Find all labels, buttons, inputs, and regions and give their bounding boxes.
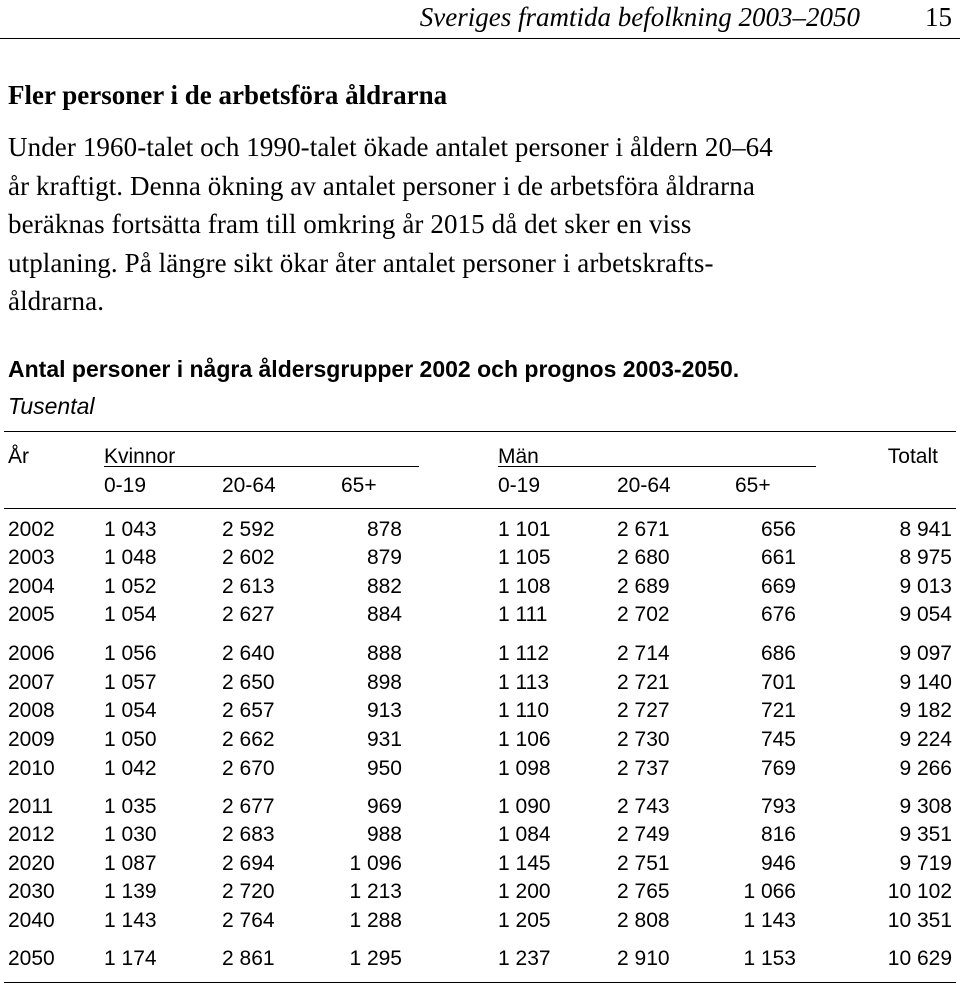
running-header <box>0 0 960 40</box>
total-cell: 9 308 <box>899 795 952 818</box>
total-cell: 9 224 <box>899 728 952 751</box>
women-age-65-header: 65+ <box>341 474 377 497</box>
total-cell: 9 097 <box>899 642 952 665</box>
table-row <box>0 603 960 629</box>
men-0-19-cell: 1 111 <box>498 603 548 626</box>
women-65-cell: 950 <box>366 757 402 780</box>
body-paragraph <box>8 128 953 321</box>
women-0-19-cell: 1 030 <box>104 823 157 846</box>
women-65-cell: 969 <box>366 795 402 818</box>
total-cell: 9 351 <box>899 823 952 846</box>
men-20-64-cell: 2 721 <box>617 671 670 694</box>
men-65-cell: 686 <box>760 642 796 665</box>
table-row <box>0 852 960 878</box>
women-20-64-cell: 2 720 <box>222 880 275 903</box>
men-20-64-cell: 2 910 <box>617 947 670 970</box>
year-cell: 2002 <box>8 518 55 541</box>
year-cell: 2007 <box>8 671 55 694</box>
women-20-64-cell: 2 592 <box>222 518 275 541</box>
total-cell: 9 140 <box>899 671 952 694</box>
men-0-19-cell: 1 145 <box>498 852 551 875</box>
women-65-cell: 988 <box>366 823 402 846</box>
total-cell: 9 719 <box>899 852 952 875</box>
women-0-19-cell: 1 054 <box>104 603 157 626</box>
men-0-19-cell: 1 101 <box>498 518 551 541</box>
table-row <box>0 728 960 754</box>
men-65-cell: 769 <box>760 757 796 780</box>
section-heading: Fler personer i de arbetsföra åldrarna <box>8 80 448 110</box>
women-0-19-cell: 1 057 <box>104 671 157 694</box>
women-0-19-cell: 1 042 <box>104 757 157 780</box>
total-column-header: Totalt <box>887 445 938 468</box>
total-cell: 9 182 <box>899 699 952 722</box>
women-20-64-cell: 2 683 <box>222 823 275 846</box>
year-cell: 2005 <box>8 603 55 626</box>
women-0-19-cell: 1 174 <box>104 947 157 970</box>
men-65-cell: 676 <box>760 603 796 626</box>
table-top-rule <box>4 431 956 432</box>
men-20-64-cell: 2 671 <box>617 518 670 541</box>
header-title: Sveriges framtida befolkning 2003–2050 <box>419 2 860 32</box>
women-0-19-cell: 1 052 <box>104 575 157 598</box>
women-0-19-cell: 1 087 <box>104 852 157 875</box>
table-row <box>0 823 960 849</box>
women-65-cell: 878 <box>366 518 402 541</box>
table-bottom-rule <box>4 982 956 983</box>
total-cell: 8 975 <box>899 546 952 569</box>
men-0-19-cell: 1 200 <box>498 880 551 903</box>
men-20-64-cell: 2 743 <box>617 795 670 818</box>
women-20-64-cell: 2 657 <box>222 699 275 722</box>
year-cell: 2040 <box>8 909 55 932</box>
year-cell: 2030 <box>8 880 55 903</box>
women-0-19-cell: 1 054 <box>104 699 157 722</box>
men-0-19-cell: 1 084 <box>498 823 551 846</box>
year-cell: 2003 <box>8 546 55 569</box>
women-65-cell: 898 <box>366 671 402 694</box>
women-20-64-cell: 2 627 <box>222 603 275 626</box>
total-cell: 10 102 <box>887 880 952 903</box>
men-20-64-cell: 2 749 <box>617 823 670 846</box>
men-0-19-cell: 1 112 <box>498 642 549 665</box>
men-65-cell: 701 <box>760 671 796 694</box>
table-row <box>0 575 960 601</box>
men-0-19-cell: 1 106 <box>498 728 551 751</box>
women-20-64-cell: 2 677 <box>222 795 275 818</box>
women-65-cell: 879 <box>366 546 402 569</box>
men-20-64-cell: 2 737 <box>617 757 670 780</box>
women-age-20-64-header: 20-64 <box>222 474 276 497</box>
paragraph-line: åldrarna. <box>8 286 105 316</box>
men-0-19-cell: 1 110 <box>498 699 549 722</box>
year-cell: 2010 <box>8 757 55 780</box>
men-65-cell: 745 <box>760 728 796 751</box>
women-65-cell: 1 096 <box>349 852 402 875</box>
table-header-rule <box>4 508 956 509</box>
men-0-19-cell: 1 098 <box>498 757 551 780</box>
women-65-cell: 1 295 <box>349 947 402 970</box>
men-65-cell: 946 <box>760 852 796 875</box>
women-0-19-cell: 1 050 <box>104 728 157 751</box>
total-cell: 10 629 <box>887 947 952 970</box>
total-cell: 9 013 <box>899 575 952 598</box>
women-0-19-cell: 1 035 <box>104 795 157 818</box>
men-65-cell: 669 <box>760 575 796 598</box>
paragraph-line: utplaning. På längre sikt ökar åter antalet personer i arbetskrafts- <box>8 247 714 278</box>
table-row <box>0 671 960 697</box>
table-row <box>0 909 960 935</box>
women-0-19-cell: 1 048 <box>104 546 157 569</box>
paragraph-line: Under 1960-talet och 1990-talet ökade antalet personer i åldern 20–64 <box>8 132 773 162</box>
women-group-header: Kvinnor <box>104 445 176 468</box>
women-20-64-cell: 2 662 <box>222 728 275 751</box>
women-20-64-cell: 2 650 <box>222 671 275 694</box>
women-0-19-cell: 1 139 <box>104 880 157 903</box>
women-0-19-cell: 1 143 <box>104 909 157 932</box>
year-cell: 2020 <box>8 852 55 875</box>
total-cell: 9 266 <box>899 757 952 780</box>
men-65-cell: 1 143 <box>743 909 796 932</box>
table-row <box>0 795 960 821</box>
women-65-cell: 884 <box>366 603 402 626</box>
men-20-64-cell: 2 727 <box>617 699 670 722</box>
year-cell: 2009 <box>8 728 55 751</box>
men-0-19-cell: 1 205 <box>498 909 551 932</box>
table-row <box>0 699 960 725</box>
year-column-header: År <box>8 445 29 468</box>
women-20-64-cell: 2 613 <box>222 575 275 598</box>
women-65-cell: 882 <box>366 575 402 598</box>
women-65-cell: 1 213 <box>349 880 402 903</box>
men-65-cell: 793 <box>760 795 796 818</box>
table-row <box>0 546 960 572</box>
men-20-64-cell: 2 680 <box>617 546 670 569</box>
men-0-19-cell: 1 105 <box>498 546 551 569</box>
table-row <box>0 880 960 906</box>
women-0-19-cell: 1 043 <box>104 518 157 541</box>
men-20-64-cell: 2 730 <box>617 728 670 751</box>
women-65-cell: 1 288 <box>349 909 402 932</box>
paragraph-line: år kraftigt. Denna ökning av antalet personer i de arbetsföra åldrarna <box>8 170 755 201</box>
men-20-64-cell: 2 702 <box>617 603 670 626</box>
year-cell: 2004 <box>8 575 55 598</box>
table-row <box>0 757 960 783</box>
men-65-cell: 721 <box>760 699 796 722</box>
table-row <box>0 947 960 973</box>
men-group-header: Män <box>498 445 539 468</box>
table-title: Antal personer i några åldersgrupper 2002 och prognos 2003-2050. <box>8 356 740 382</box>
header-rule <box>0 38 960 39</box>
women-20-64-cell: 2 640 <box>222 642 275 665</box>
men-65-cell: 1 066 <box>743 880 796 903</box>
women-65-cell: 913 <box>366 699 402 722</box>
men-20-64-cell: 2 808 <box>617 909 670 932</box>
men-0-19-cell: 1 108 <box>498 575 551 598</box>
men-age-20-64-header: 20-64 <box>617 474 671 497</box>
men-65-cell: 816 <box>760 823 796 846</box>
year-cell: 2008 <box>8 699 55 722</box>
table-row <box>0 518 960 544</box>
men-0-19-cell: 1 090 <box>498 795 551 818</box>
total-cell: 9 054 <box>899 603 952 626</box>
men-20-64-cell: 2 765 <box>617 880 670 903</box>
men-group-underline <box>498 466 816 467</box>
page-number: 15 <box>925 2 952 32</box>
women-20-64-cell: 2 602 <box>222 546 275 569</box>
total-cell: 8 941 <box>899 518 952 541</box>
women-0-19-cell: 1 056 <box>104 642 157 665</box>
men-65-cell: 1 153 <box>743 947 796 970</box>
men-age-65-header: 65+ <box>735 474 771 497</box>
men-20-64-cell: 2 751 <box>617 852 670 875</box>
total-cell: 10 351 <box>887 909 952 932</box>
table-unit: Tusental <box>8 393 95 419</box>
paragraph-line: beräknas fortsätta fram till omkring år 2015 då det sker en viss <box>8 209 692 239</box>
year-cell: 2050 <box>8 947 55 970</box>
men-0-19-cell: 1 113 <box>498 671 549 694</box>
men-20-64-cell: 2 689 <box>617 575 670 598</box>
women-65-cell: 888 <box>366 642 402 665</box>
year-cell: 2011 <box>8 795 54 818</box>
men-20-64-cell: 2 714 <box>617 642 670 665</box>
table-row <box>0 642 960 668</box>
men-65-cell: 661 <box>760 546 796 569</box>
men-65-cell: 656 <box>760 518 796 541</box>
women-65-cell: 931 <box>366 728 402 751</box>
women-age-0-19-header: 0-19 <box>104 474 147 497</box>
year-cell: 2006 <box>8 642 55 665</box>
women-20-64-cell: 2 670 <box>222 757 275 780</box>
women-group-underline <box>104 466 419 467</box>
year-cell: 2012 <box>8 823 55 846</box>
women-20-64-cell: 2 694 <box>222 852 275 875</box>
men-0-19-cell: 1 237 <box>498 947 551 970</box>
women-20-64-cell: 2 861 <box>222 947 275 970</box>
men-age-0-19-header: 0-19 <box>498 474 541 497</box>
women-20-64-cell: 2 764 <box>222 909 275 932</box>
